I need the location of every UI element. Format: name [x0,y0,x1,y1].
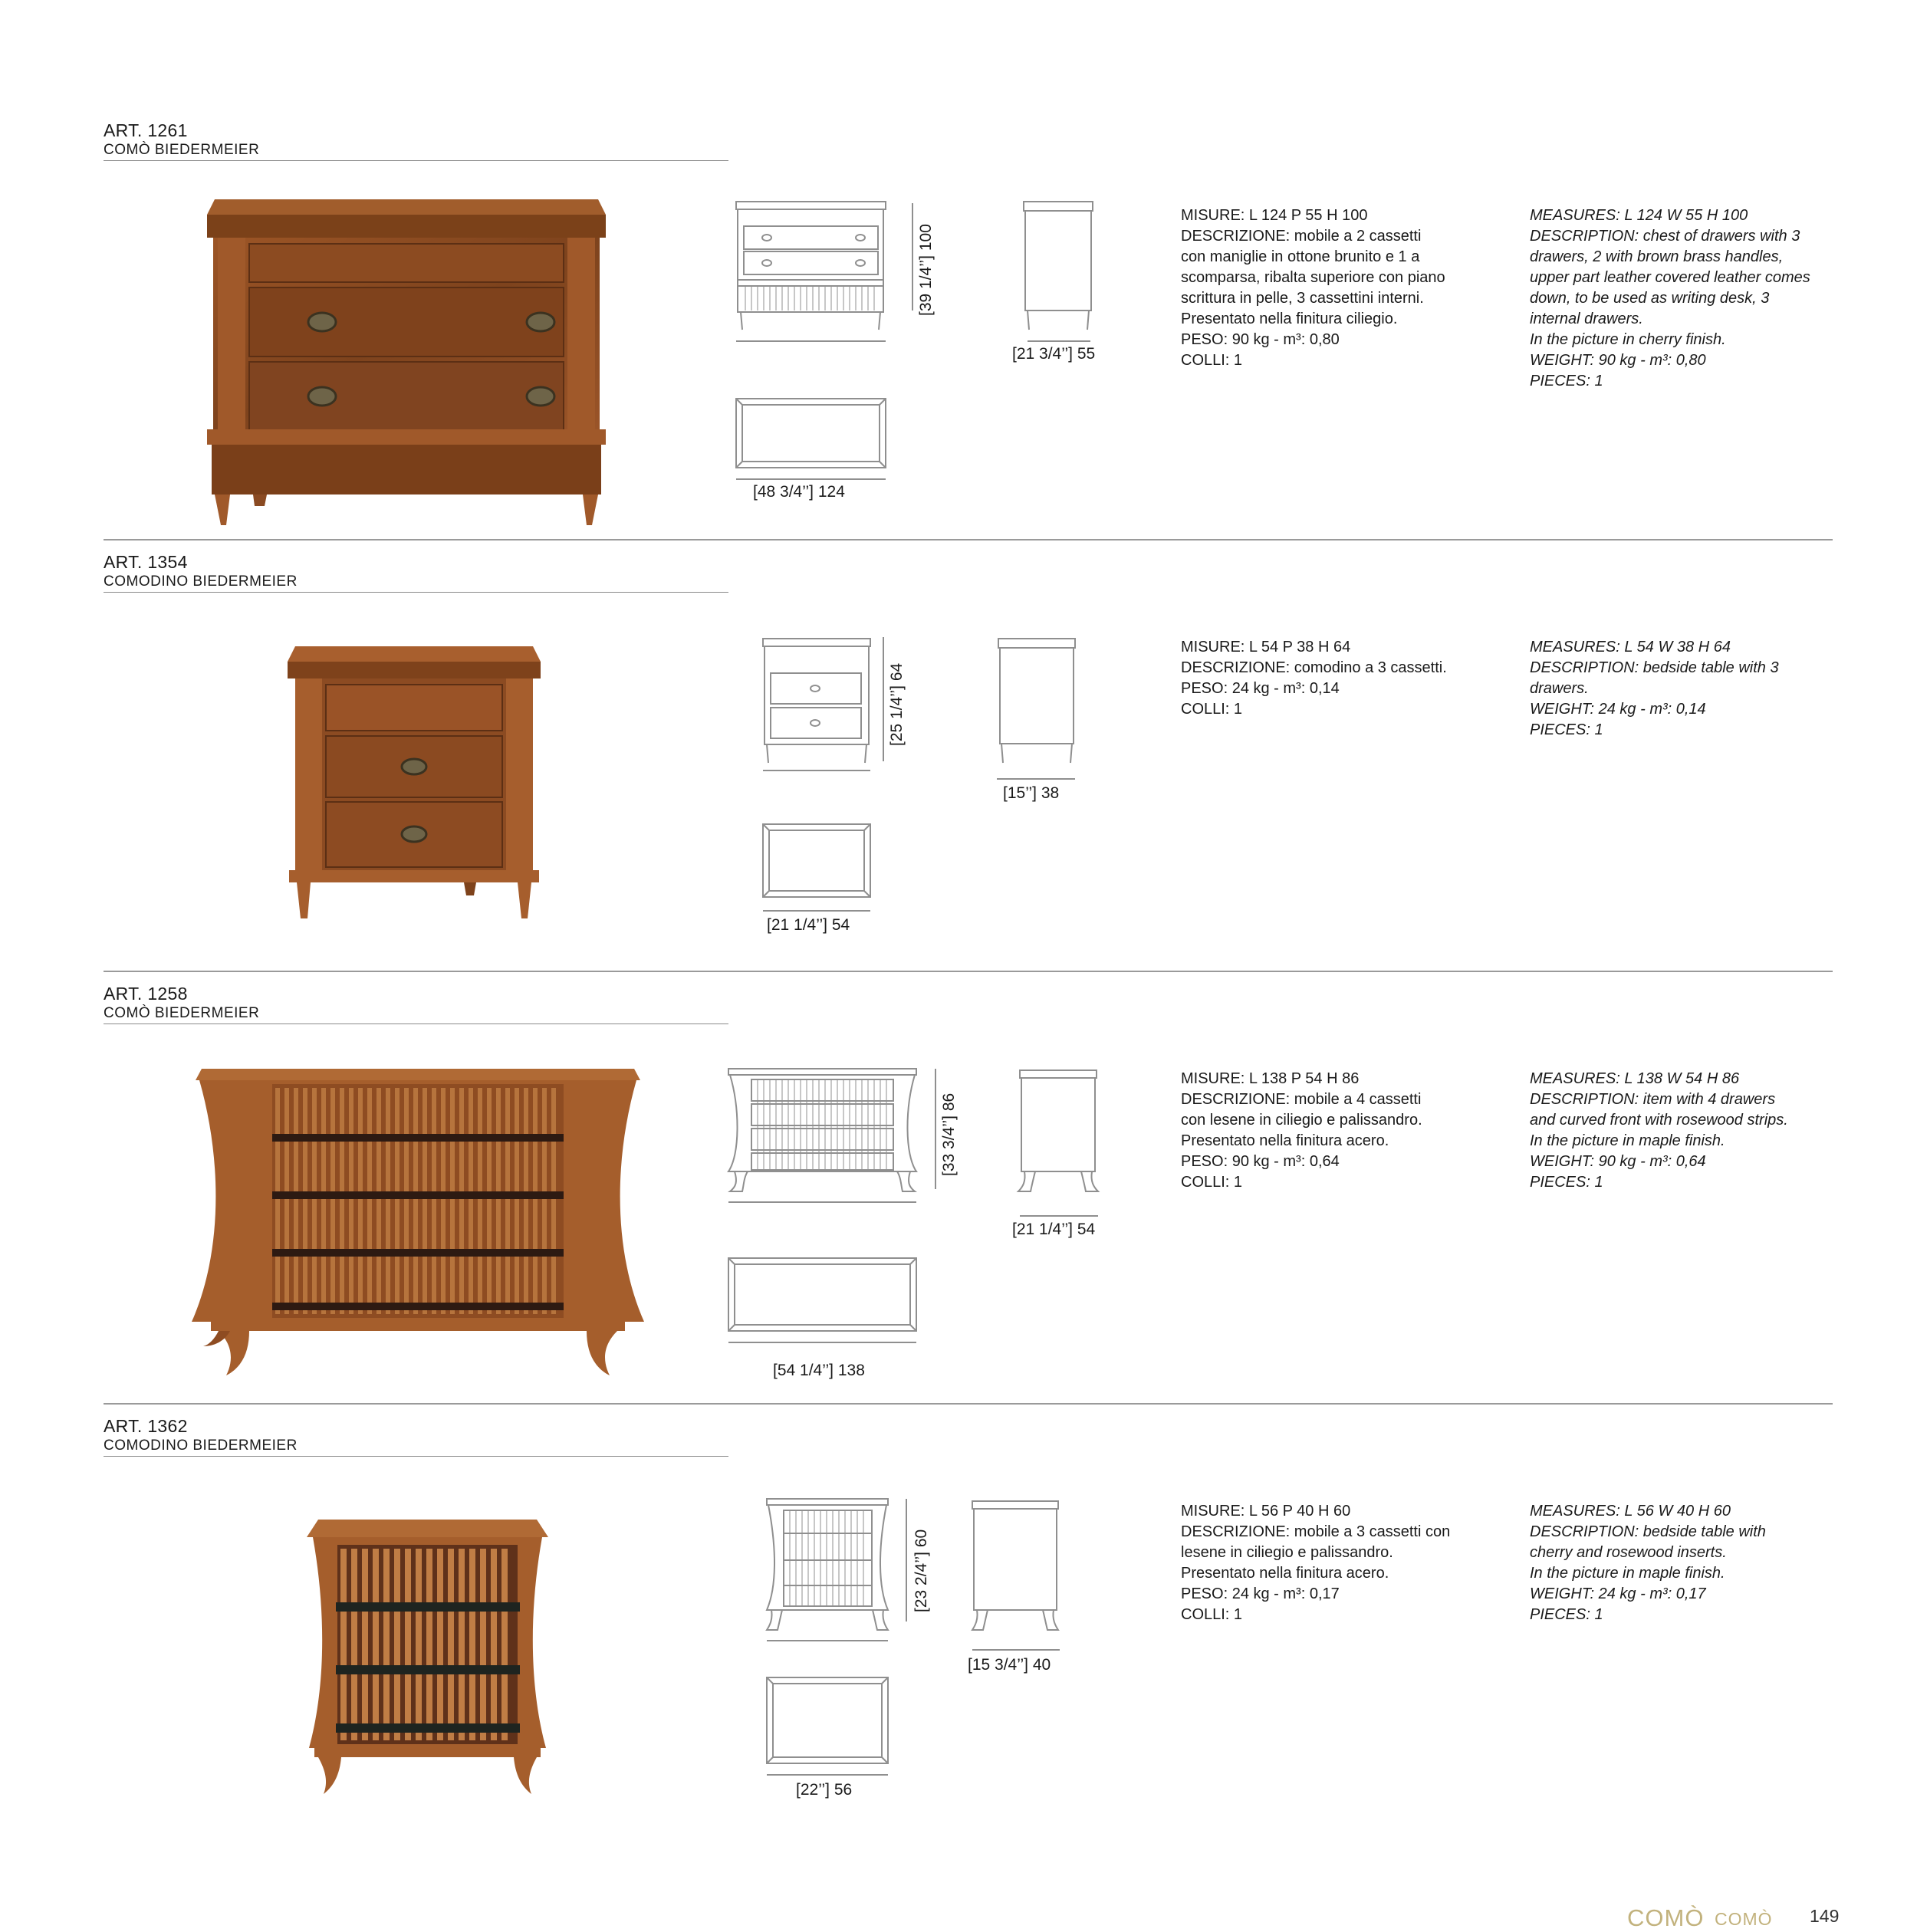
spec-line: and curved front with rosewood strips. [1530,1112,1788,1129]
spec-line: MISURE: L 138 P 54 H 86 [1181,1070,1360,1087]
spec-line: drawers, 2 with brown brass handles, [1530,248,1784,265]
dim-width: [21 1/4’’] 54 [767,916,850,934]
page-number: 149 [1810,1906,1840,1926]
title-rule [104,1456,728,1457]
drawing-lines [690,107,1150,540]
product-section-1354 [0,539,1917,972]
spec-line: internal drawers. [1530,310,1643,327]
spec-line: DESCRIZIONE: mobile a 4 cassetti [1181,1091,1422,1108]
spec-line: MISURE: L 54 P 38 H 64 [1181,639,1351,656]
spec-line: COLLI: 1 [1181,701,1243,718]
product-section-1258 [0,971,1917,1404]
specs-italian [1181,1501,1450,1625]
spec-line: DESCRIPTION: item with 4 drawers [1530,1091,1776,1108]
spec-line: DESCRIPTION: chest of drawers with 3 [1530,228,1800,245]
spec-line: DESCRIZIONE: comodino a 3 cassetti. [1181,659,1447,676]
specs-english [1530,1069,1788,1193]
article-name: COMODINO BIEDERMEIER [104,1438,298,1454]
product-section-1261 [0,107,1917,540]
spec-line: PESO: 24 kg - m³: 0,14 [1181,680,1340,697]
dim-height: [25 1/4’’] 64 [888,662,906,746]
dim-depth: [21 1/4’’] 54 [1012,1221,1096,1238]
spec-line: COLLI: 1 [1181,1174,1243,1191]
dim-height: [39 1/4’’] 100 [917,224,935,316]
spec-line: PIECES: 1 [1530,1174,1603,1191]
article-code: ART. 1258 [104,984,188,1004]
spec-line: MEASURES: L 54 W 38 H 64 [1530,639,1731,656]
title-rule [104,592,728,593]
dim-width: [54 1/4’’] 138 [773,1362,865,1379]
article-code: ART. 1261 [104,120,188,140]
product-section-1362 [0,1403,1917,1836]
dim-height: [23 2/4’’] 60 [912,1529,930,1612]
spec-line: DESCRIPTION: bedside table with [1530,1523,1766,1540]
spec-line: Presentato nella finitura acero. [1181,1565,1389,1582]
specs-english [1530,637,1779,741]
technical-drawings [690,1403,1150,1836]
product-photo-nightstand [288,642,548,918]
footer-section-title: COMÒ [1627,1904,1705,1931]
spec-line: DESCRIZIONE: mobile a 2 cassetti [1181,228,1422,245]
spec-line: In the picture in maple finish. [1530,1565,1725,1582]
spec-line: con maniglie in ottone brunito e 1 a [1181,248,1420,265]
product-photo-curved-chest [196,1069,640,1375]
specs-italian [1181,637,1447,720]
spec-line: drawers. [1530,680,1589,697]
spec-line: DESCRIPTION: bedside table with 3 [1530,659,1779,676]
product-photo-chest [207,199,621,521]
spec-line: cherry and rosewood inserts. [1530,1544,1727,1561]
spec-line: PIECES: 1 [1530,1606,1603,1623]
spec-line: WEIGHT: 90 kg - m³: 0,64 [1530,1153,1706,1170]
spec-line: DESCRIZIONE: mobile a 3 cassetti con [1181,1523,1451,1540]
spec-line: COLLI: 1 [1181,1606,1243,1623]
dim-depth: [15 3/4’’] 40 [968,1656,1051,1674]
dim-width: [22’’] 56 [796,1781,853,1799]
spec-line: Presentato nella finitura acero. [1181,1132,1389,1149]
drawing-lines [690,971,1150,1404]
dim-height: [33 3/4’’] 86 [940,1092,958,1176]
article-code: ART. 1362 [104,1416,188,1436]
specs-italian [1181,205,1445,371]
title-rule [104,160,728,161]
spec-line: WEIGHT: 24 kg - m³: 0,14 [1530,701,1706,718]
technical-drawings [690,539,1150,972]
drawing-lines [690,1403,1150,1836]
spec-line: MEASURES: L 56 W 40 H 60 [1530,1503,1731,1520]
technical-drawings [690,971,1150,1404]
spec-line: COLLI: 1 [1181,352,1243,369]
spec-line: MEASURES: L 138 W 54 H 86 [1530,1070,1740,1087]
spec-line: PESO: 24 kg - m³: 0,17 [1181,1585,1340,1602]
spec-line: scrittura in pelle, 3 cassettini interni. [1181,290,1424,307]
spec-line: PIECES: 1 [1530,721,1603,738]
spec-line: In the picture in maple finish. [1530,1132,1725,1149]
spec-line: In the picture in cherry finish. [1530,331,1726,348]
technical-drawings [690,107,1150,540]
spec-line: WEIGHT: 24 kg - m³: 0,17 [1530,1585,1706,1602]
article-code: ART. 1354 [104,552,188,572]
spec-line: MISURE: L 124 P 55 H 100 [1181,207,1368,224]
footer-section-subtitle: COMÒ [1715,1909,1773,1929]
spec-line: lesene in ciliegio e palissandro. [1181,1544,1393,1561]
specs-english [1530,1501,1766,1625]
dim-width: [48 3/4’’] 124 [753,483,845,501]
article-name: COMÒ BIEDERMEIER [104,1005,260,1021]
article-name: COMODINO BIEDERMEIER [104,573,298,590]
article-name: COMÒ BIEDERMEIER [104,142,260,158]
spec-line: upper part leather covered leather comes [1530,269,1810,286]
specs-italian [1181,1069,1422,1193]
spec-line: PESO: 90 kg - m³: 0,64 [1181,1153,1340,1170]
specs-english [1530,205,1810,392]
spec-line: PESO: 90 kg - m³: 0,80 [1181,331,1340,348]
drawing-lines [690,539,1150,972]
spec-line: Presentato nella finitura ciliegio. [1181,310,1398,327]
spec-line: PIECES: 1 [1530,373,1603,389]
dim-depth: [21 3/4’’] 55 [1012,345,1096,363]
spec-line: WEIGHT: 90 kg - m³: 0,80 [1530,352,1706,369]
spec-line: scomparsa, ribalta superiore con piano [1181,269,1445,286]
spec-line: con lesene in ciliegio e palissandro. [1181,1112,1422,1129]
product-photo-ribbed-nightstand [307,1518,552,1794]
spec-line: MISURE: L 56 P 40 H 60 [1181,1503,1351,1520]
dim-depth: [15’’] 38 [1003,784,1060,802]
spec-line: MEASURES: L 124 W 55 H 100 [1530,207,1748,224]
spec-line: down, to be used as writing desk, 3 [1530,290,1770,307]
